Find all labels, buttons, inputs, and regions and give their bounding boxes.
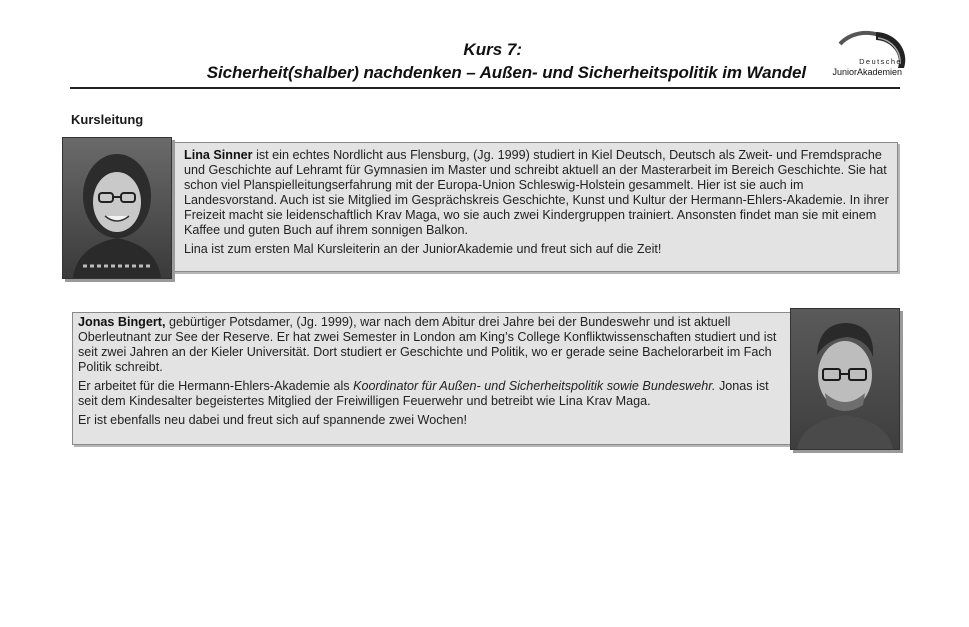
photo-jonas: [790, 308, 900, 450]
bio-role-jonas: Koordinator für Außen- und Sicherheitspolitik sowie Bundeswehr.: [353, 379, 716, 393]
bio-text-jonas: [78, 315, 788, 432]
logo-word-junior: Junior: [832, 67, 857, 77]
logo-word-akademien: Akademien: [856, 67, 902, 77]
course-title: Sicherheit(shalber) nachdenken – Außen- und Sicherheitspolitik im Wandel: [206, 63, 806, 82]
photo-lina: [62, 137, 172, 279]
deutsche-juniorakademien-logo: [818, 24, 908, 88]
portrait-woman-icon: [63, 138, 171, 278]
header-rule: [70, 87, 900, 89]
portrait-man-icon: [791, 309, 899, 449]
section-label-kursleitung: Kursleitung: [71, 112, 144, 127]
bio-paragraph: [184, 148, 890, 238]
bio-intro-jonas: gebürtiger Potsdamer, (Jg. 1999), war nach dem Abitur drei Jahre bei der Bundeswehr und ist aktuell Oberleutnant zur See der Reserve. Er hat zwei Semester in London am King’s College Konfliktwissenschaften studiert und ist seit zwei Jahren an der Kieler Universität. Dort studiert er Geschichte und Politik, wo er gerade seine Bachelorarbeit im Fach Politik schreibt.: [78, 315, 777, 374]
logo-word-deutsche: Deutsche: [859, 57, 902, 66]
course-number: Kurs 7:: [463, 40, 522, 59]
logo-arc-icon: [818, 24, 908, 88]
logo-word-juniorakademien: [832, 67, 902, 77]
bio-name-lina: Lina Sinner: [184, 148, 253, 162]
bio-paragraph: Lina ist zum ersten Mal Kursleiterin an der JuniorAkademie und freut sich auf die Zeit!: [184, 242, 662, 256]
bio-paragraph: [78, 315, 788, 375]
bio-name-jonas: Jonas Bingert,: [78, 315, 166, 329]
bio-paragraph: Er ist ebenfalls neu dabei und freut sich auf spannende zwei Wochen!: [78, 413, 468, 427]
bio-card-jonas: [72, 312, 898, 445]
bio-text-lina: [184, 148, 890, 261]
bio-card-lina: [62, 142, 898, 272]
bio-intro-lina: ist ein echtes Nordlicht aus Flensburg, (Jg. 1999) studiert in Kiel Deutsch, Deutsch als Zweit- und Fremdsprache und Geschichte auf Lehramt für Gymnasien im Master und schreibt aktuell an der Masterarbeit im Bereich Geschichte. Sie hat schon viel Planspielleitungserfahrung mit der Europa-Union Schleswig-Holstein gesammelt. Hier ist sie auch im Landesvorstand. Auch ist sie Mitglied im Gesprächskreis Geschichte, Kunst und Kultur der Hermann-Ehlers-Akademie. In ihrer Freizeit macht sie leidenschaftlich Krav Maga, wo sie auch zwei Kindergruppen trainiert. Ansonsten findet man sie mit einem Kaffee und guten Buch auf ihrem sonnigen Balkon.: [184, 148, 889, 237]
bio-paragraph: Er arbeitet für die Hermann-Ehlers-Akademie als Koordinator für Außen- und Sicherheitspolitik sowie Bundeswehr. Jonas ist seit dem Kindesalter begeistertes Mitglied der Freiwilligen Feuerwehr und betreibt wie Lina Krav Maga.: [78, 379, 769, 408]
